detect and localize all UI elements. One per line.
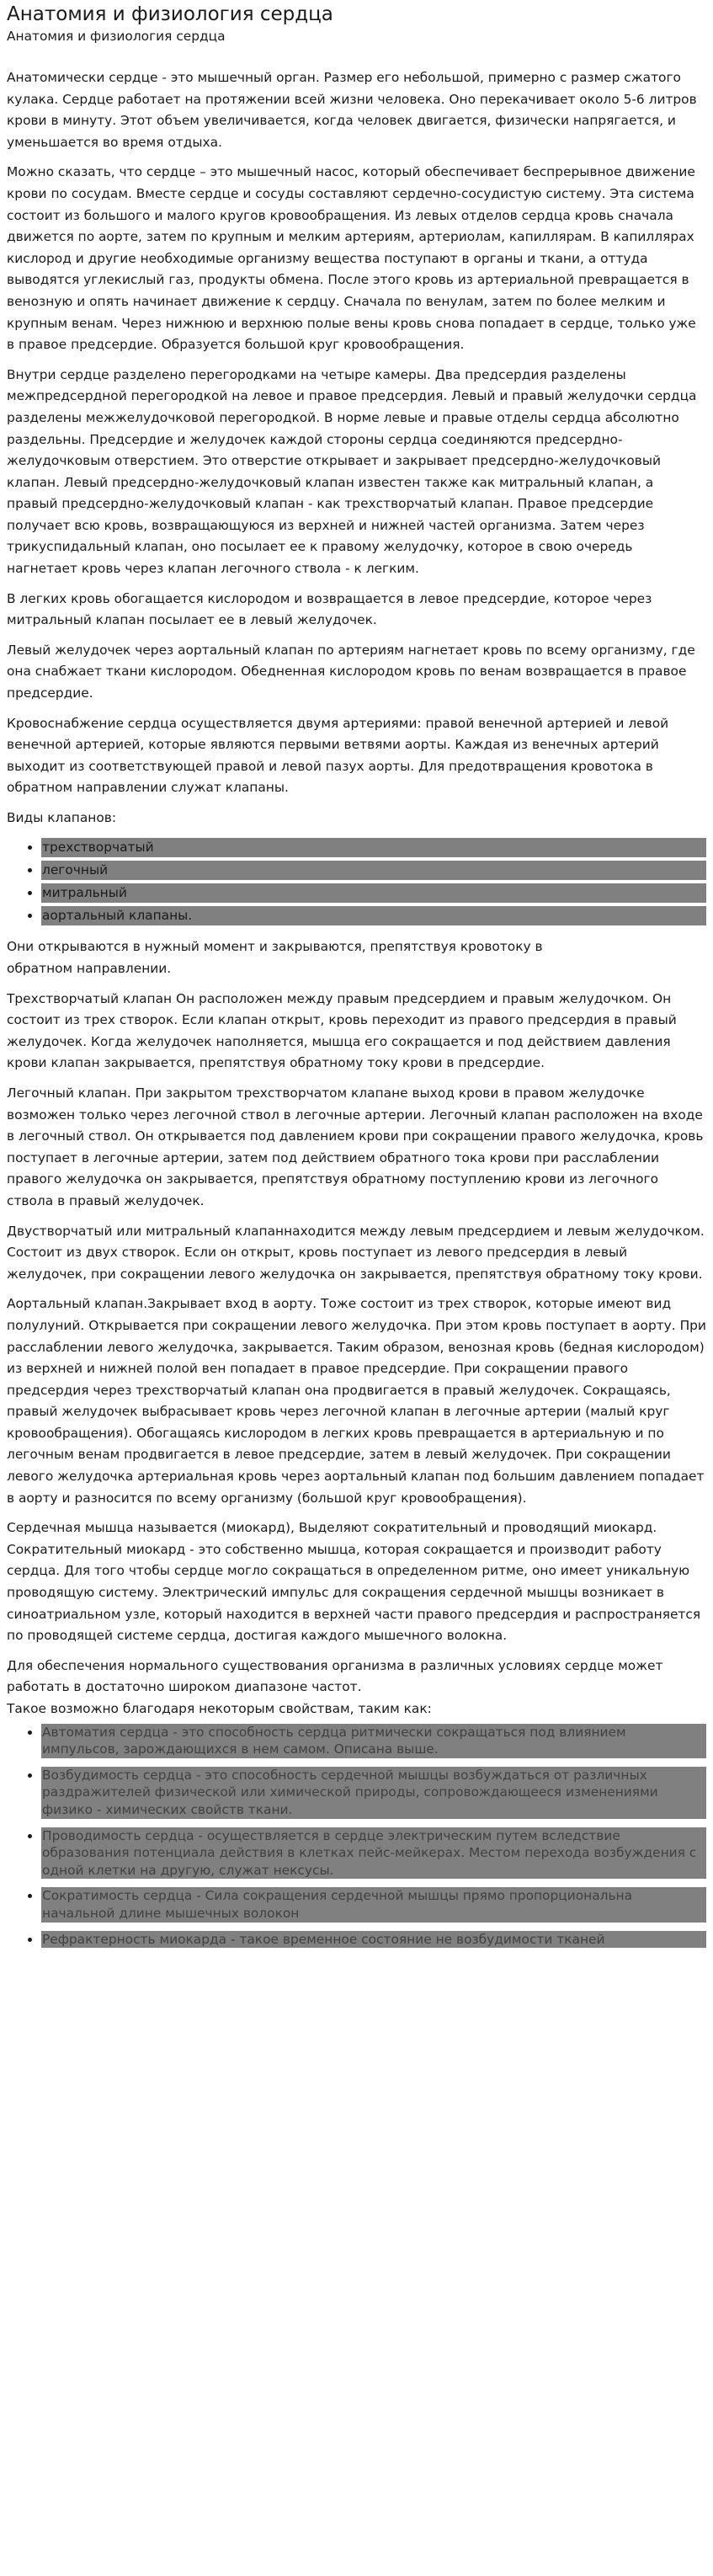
list-item bbox=[41, 1827, 706, 1880]
paragraph: В легких кровь обогащается кислородом и возвращается в левое предсердие, которое через митральный клапан посылает ее в левый желудочек. bbox=[7, 590, 652, 628]
property-text: • Возбудимость сердца - это способность сердечной мышцы возбуждаться от различных раздражителей физической или химической природы, сопровождающееся изменениями физико - химических свойств ткани. bbox=[41, 1767, 706, 1819]
paragraph: Кровоснабжение сердца осуществляется двумя артериями: правой венечной артерией и левой венечной артерией, которые являются первыми ветвями аорты. Каждая из венечных артерий выходит из соответствующей правой и левой пазух аорты. Для предотвращения кровотока в обратном направлении служат клапаны. bbox=[7, 715, 669, 796]
list-item bbox=[41, 838, 706, 857]
properties-intro bbox=[7, 1656, 706, 1720]
list-item bbox=[41, 906, 706, 925]
valve-item-text: • митральный bbox=[41, 883, 706, 903]
property-text: • Сократимость сердца - Сила сокращения сердечной мышцы прямо пропорциональна начальной длине мышечных волокон bbox=[41, 1887, 706, 1922]
property-text: • Проводимость сердца - осуществляется в сердце электрическим путем вследствие образования потенциала действия в клетках пейс-мейкерах. Местом перехода возбуждения с одной клетки на другую, служат нексусы. bbox=[41, 1827, 706, 1880]
paragraph: Левый желудочек через аортальный клапан по артериям нагнетает кровь по всему организму, где она снабжает ткани кислородом. Обедненная кислородом кровь по венам возвращается в правое предсердие. bbox=[7, 642, 695, 701]
paragraph: Анатомически сердце - это мышечный орган. Размер его небольшой, примерно с размер сжатого кулака. Сердце работает на протяжении всей жизни человека. Оно перекачивает около 5-6 литров крови в минуту. Этот объем увеличивается, когда человек двигается, физически напрягается, и уменьшается во время отдыха. bbox=[7, 70, 697, 150]
list-item bbox=[41, 1767, 706, 1819]
list-item bbox=[41, 1887, 706, 1922]
paragraph: Двустворчатый или митральный клапаннаходится между левым предсердием и левым желудочком. Состоит из двух створок. Если он открыт, кровь поступает из левого предсердия в левый желудочек, при сокращении левого желудочка он закрывается, препятствуя обратному току крови. bbox=[7, 1223, 705, 1282]
paragraph: Трехстворчатый клапан Он расположен между правым предсердием и правым желудочком. Он состоит из трех створок. Если клапан открыт, кровь переходит из правого предсердия в правый желудочек. Когда желудочек наполняется, мышца его сокращается и под действием давления крови клапан закрывается, препятствуя обратному току крови в предсердие. bbox=[7, 990, 677, 1071]
page-subtitle: Анатомия и физиология сердца bbox=[7, 29, 226, 44]
list-item bbox=[41, 1724, 706, 1758]
valves-heading: Виды клапанов: bbox=[7, 810, 117, 825]
paragraph: Сердечная мышца называется (миокард), Выделяют сократительный и проводящий миокард. Сократительный миокард - это собственно мышца, которая сокращается и производит работу сердца. Для того чтобы сердце могло сокращаться в определенном ритме, оно имеет уникальную проводящую систему. Электрический импульс для сокращения сердечной мышцы возникает в синоатриальном узле, который находится в верхней части правого предсердия и распространяется по проводящей системе сердца, достигая каждого мышечного волокна. bbox=[7, 1520, 701, 1644]
paragraph: Аортальный клапан.Закрывает вход в аорту. Тоже состоит из трех створок, которые имеют вид полулуний. Открывается при сокращении левого желудочка. При этом кровь поступает в аорту. При расслаблении левого желудочка, закрывается. Таким образом, венозная кровь (бедная кислородом) из верхней и нижней полой вен попадает в правое предсердие. При сокращении правого предсердия через трехстворчатый клапан она продвигается в правый желудочек. Сокращаясь, правый желудочек выбрасывает кровь через легочной клапан в легочные артерии (малый круг кровообращения). Обогащаясь кислородом в легких кровь превращается в артериальную и по легочным венам продвигается в левое предсердие, затем в левый желудочек. При сокращении левого желудочка артериальная кровь через аортальный клапан под большим давлением попадает в аорту и разносится по всему организму (большой круг кровообращения). bbox=[7, 1296, 706, 1506]
valve-item-text: • аортальный клапаны. bbox=[41, 906, 706, 925]
valve-item-text: • трехстворчатый bbox=[41, 838, 706, 857]
properties-intro-line1: Для обеспечения нормального существования организма в различных условиях сердце может работать в достаточно широком диапазоне частот. bbox=[7, 1657, 663, 1695]
properties-list bbox=[7, 1724, 706, 1949]
paragraph: Внутри сердце разделено перегородками на четыре камеры. Два предсердия разделены межпредсердной перегородкой на левое и правое предсердия. Левый и правый желудочки сердца разделены межжелудочковой перегородкой. В норме левые и правые отделы сердца абсолютно раздельны. Предсердие и желудочек каждой стороны сердца соединяются предсердно-желудочковым отверстием. Это отверстие открывает и закрывает предсердно-желудочковый клапан. Левый предсердно-желудочковый клапан известен также как митральный клапан, а правый предсердно-желудочковый клапан - как трехстворчатый клапан. Правое предсердие получает всю кровь, возвращающуюся из верхней и нижней частей организма. Затем через трикуспидальный клапан, оно посылает ее к правому желудочку, которое в свою очередь нагнетает кровь через клапан легочного ствола - к легким. bbox=[7, 366, 697, 577]
valve-item-text: • легочный bbox=[41, 861, 706, 880]
page-title: Анатомия и физиология сердца bbox=[7, 3, 333, 25]
property-text: • Автоматия сердца - это способность сердца ритмически сокращаться под влиянием импульсов, зарождающихся в нем самом. Описана выше. bbox=[41, 1724, 706, 1758]
paragraph: Можно сказать, что сердце – это мышечный насос, который обеспечивает беспрерывное движение крови по сосудам. Вместе сердце и сосуды составляют сердечно-сосудистую систему. Эта система состоит из большого и малого кругов кровообращения. Из левых отделов сердца кровь сначала движется по аорте, затем по крупным и мелким артериям, артериолам, капиллярам. В капиллярах кислород и другие необходимые организму вещества поступают в органы и ткани, а оттуда выводятся углекислый газ, продукты обмена. После этого кровь из артериальной превращается в венозную и опять начинает движение к сердцу. Сначала по венулам, затем по более мелким и крупным венам. Через нижнюю и верхнюю полые вены кровь снова попадает в сердце, только уже в правое предсердие. Образуется большой круг кровообращения. bbox=[7, 164, 696, 353]
valves-list bbox=[7, 838, 706, 926]
list-item bbox=[41, 1931, 706, 1949]
property-text: • Рефрактерность миокарда - такое временное состояние не возбудимости тканей bbox=[41, 1931, 706, 1949]
list-item bbox=[41, 883, 706, 903]
properties-intro-line2: Такое возможно благодаря некоторым свойствам, таким как: bbox=[7, 1701, 432, 1716]
valves-note: Они открываются в нужный момент и закрываются, препятствуя кровотоку в обратном направлении. bbox=[7, 939, 543, 976]
paragraph: Легочный клапан. При закрытом трехстворчатом клапане выход крови в правом желудочке возможен только через легочной ствол в легочные артерии. Легочный клапан расположен на входе в легочный ствол. Он открывается под давлением крови при сокращении правого желудочка, кровь поступает в легочные артерии, затем под действием обратного тока крови при расслаблении правого желудочка он закрывается, препятствуя обратному поступлению крови из легочного ствола в правый желудочек. bbox=[7, 1085, 704, 1208]
list-item bbox=[41, 861, 706, 880]
